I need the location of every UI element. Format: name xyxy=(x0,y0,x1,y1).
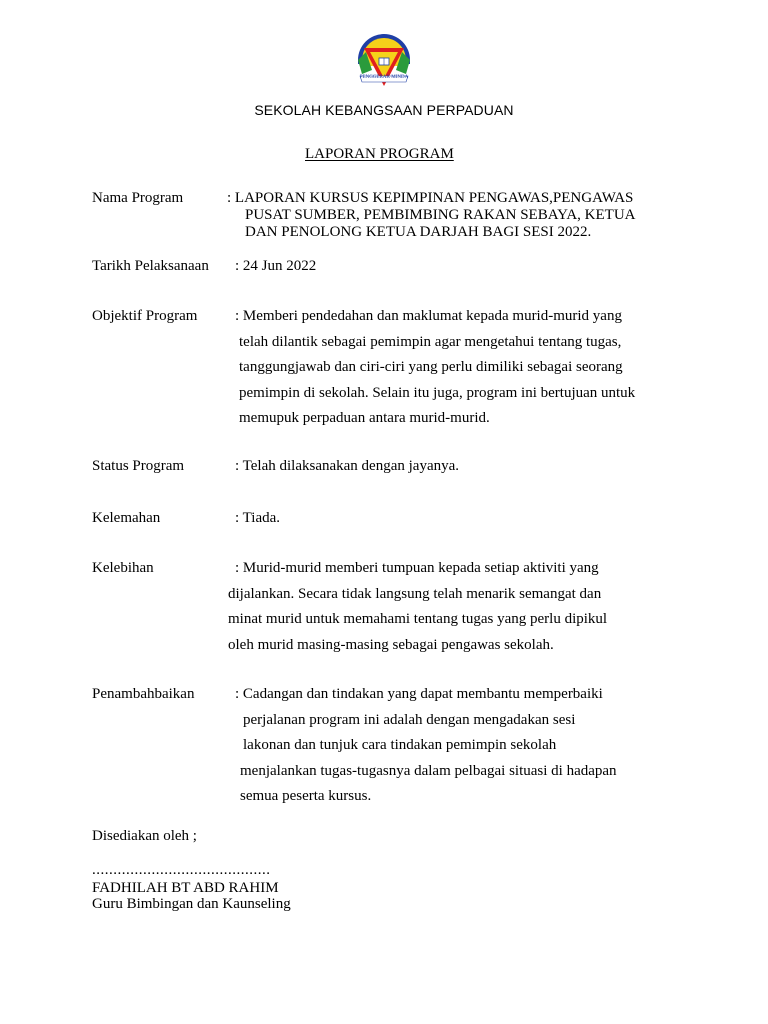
field-label: Status Program xyxy=(92,458,185,474)
school-logo xyxy=(352,30,416,94)
field-label: Objektif Program xyxy=(92,308,198,324)
value-line: lakonan dan tunjuk cara tindakan pemimpin sekolah xyxy=(243,737,557,753)
value-line: perjalanan program ini adalah dengan mengadakan sesi xyxy=(243,711,576,728)
field-value xyxy=(228,556,608,658)
field-label: Penambahbaikan xyxy=(92,686,195,702)
value-line: : LAPORAN KURSUS KEPIMPINAN PENGAWAS,PENGAWAS xyxy=(227,190,634,206)
field-label: Nama Program xyxy=(92,190,184,206)
value-line: menjalankan tugas-tugasnya dalam pelbagai situasi di hadapan xyxy=(240,762,617,779)
value-line: minat murid untuk memahami tentang tugas yang perlu dipikul xyxy=(228,611,608,627)
value-line: dijalankan. Secara tidak langsung telah menarik semangat dan xyxy=(228,585,602,602)
field-label: Kelemahan xyxy=(92,510,161,526)
field-label: Kelebihan xyxy=(92,560,154,576)
field-value: : 24 Jun 2022 xyxy=(235,258,317,274)
field-value: : Tiada. xyxy=(235,510,281,526)
prepared-by-label: Disediakan oleh ; xyxy=(92,828,197,844)
document-title: LAPORAN PROGRAM xyxy=(305,146,454,162)
signatory-role: Guru Bimbingan dan Kaunseling xyxy=(92,896,291,912)
signature-line: .......................................... xyxy=(92,862,271,878)
signatory-name: FADHILAH BT ABD RAHIM xyxy=(92,880,279,896)
value-line: : Cadangan dan tindakan yang dapat membantu memperbaiki xyxy=(235,686,603,702)
value-line: pemimpin di sekolah. Selain itu juga, program ini bertujuan untuk xyxy=(239,384,636,401)
logo-motto: PENGGERAK MINDA xyxy=(359,75,409,80)
value-line: telah dilantik sebagai pemimpin agar mengetahui tentang tugas, xyxy=(239,333,622,350)
field-value xyxy=(227,190,635,241)
field-label: Tarikh Pelaksanaan xyxy=(92,258,209,274)
value-line: DAN PENOLONG KETUA DARJAH BAGI SESI 2022. xyxy=(245,224,592,240)
value-line: : Memberi pendedahan dan maklumat kepada murid-murid yang xyxy=(235,308,622,324)
school-name: SEKOLAH KEBANGSAAN PERPADUAN xyxy=(254,102,514,118)
value-line: : Murid-murid memberi tumpuan kepada setiap aktiviti yang xyxy=(235,560,599,576)
value-line: semua peserta kursus. xyxy=(240,788,372,804)
value-line: PUSAT SUMBER, PEMBIMBING RAKAN SEBAYA, KETUA xyxy=(245,207,636,223)
field-value xyxy=(235,682,617,810)
value-line: oleh murid masing-masing sebagai pengawas sekolah. xyxy=(228,636,554,653)
field-value xyxy=(235,304,635,432)
value-line: memupuk perpaduan antara murid-murid. xyxy=(239,410,490,426)
field-value: : Telah dilaksanakan dengan jayanya. xyxy=(235,458,460,474)
value-line: tanggungjawab dan ciri-ciri yang perlu dimiliki sebagai seorang xyxy=(239,359,623,375)
